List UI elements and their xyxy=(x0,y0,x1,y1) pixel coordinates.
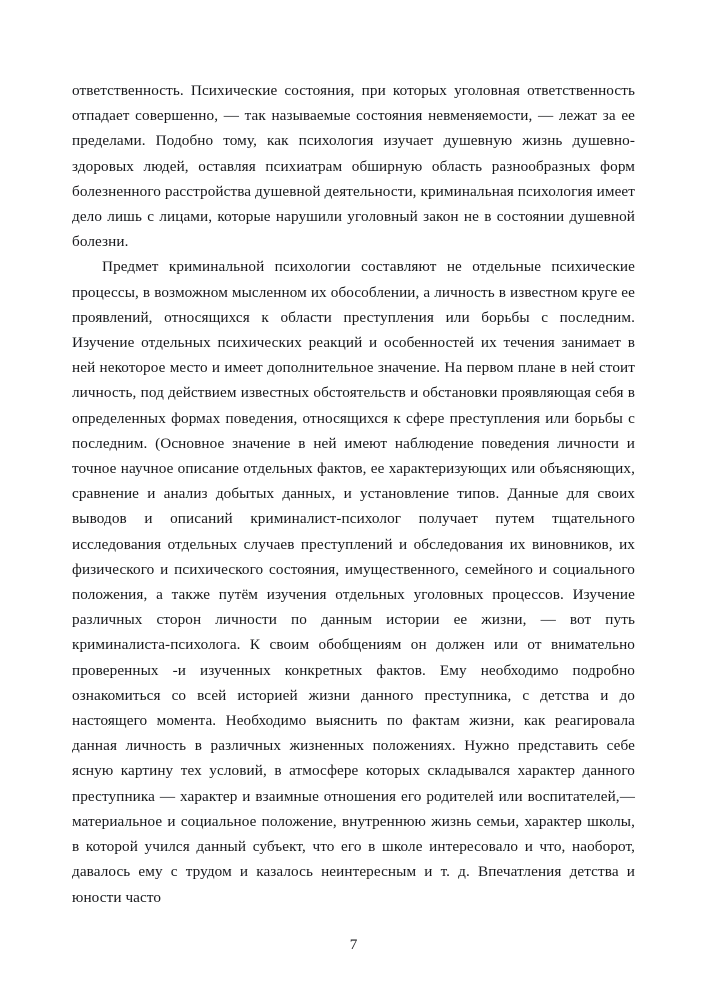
paragraph: ответственность. Психические состояния, при которых уголовная ответственность отпадает совершенно, — так называемые состояния невменяемости, — лежат за ее пределами. Подобно тому, как психология изучает душевную жизнь душевно-здоровых людей, оставляя психиатрам обширную область разнообразных форм болезненного расстройства душевной деятельности, криминальная психология имеет дело лишь с лицами, которые нарушили уголовный закон не в состоянии душевной болезни. xyxy=(72,82,635,251)
page-number: 7 xyxy=(349,936,358,953)
paragraph: Предмет криминальной психологии составляют не отдельные психические процессы, в возможном мысленном их обособлении, а личность в известном круге ее проявлений, относящихся к области преступления или борьбы с последним. Изучение отдельных психических реакций и особенностей их течения занимает в ней некоторое место и имеет дополнительное значение. На первом плане в ней стоит личность, под действием известных обстоятельств и обстановки проявляющая себя в определенных формах поведения, относящихся к сфере преступления или борьбы с последним. (Основное значение в ней имеют наблюдение поведения личности и точное научное описание отдельных фактов, ее характеризующих или объясняющих, сравнение и анализ добытых данных, и установление типов. Данные для своих выводов и описаний криминалист-психолог получает путем тщательного исследования отдельных случаев преступлений и обследования их виновников, их физического и психического состояния, имущественного, семейного и социального положения, а также путём изучения отдельных уголовных процессов. Изучение различных сторон личности по данным истории ее жизни, — вот путь криминалиста-психолога. К своим обобщениям он должен или от внимательно проверенных -и изученных конкретных фактов. Ему необходимо подробно ознакомиться со всей историей жизни данного преступника, с детства и до настоящего момента. Необходимо выяснить по фактам жизни, как реагировала данная личность в различных жизненных положениях. Нужно представить себе ясную картину тех условий, в атмосфере которых складывался характер данного преступника — характер и взаимные отношения его родителей или воспитателей,— материальное и социальное положение, внутреннюю жизнь семьи, характер школы, в которой учился данный субъект, что его в школе интересовало и что, наоборот, давалось ему с трудом и казалось неинтересным и т. д. Впечатления детства и юности часто xyxy=(72,258,635,906)
page-body xyxy=(72,78,635,910)
